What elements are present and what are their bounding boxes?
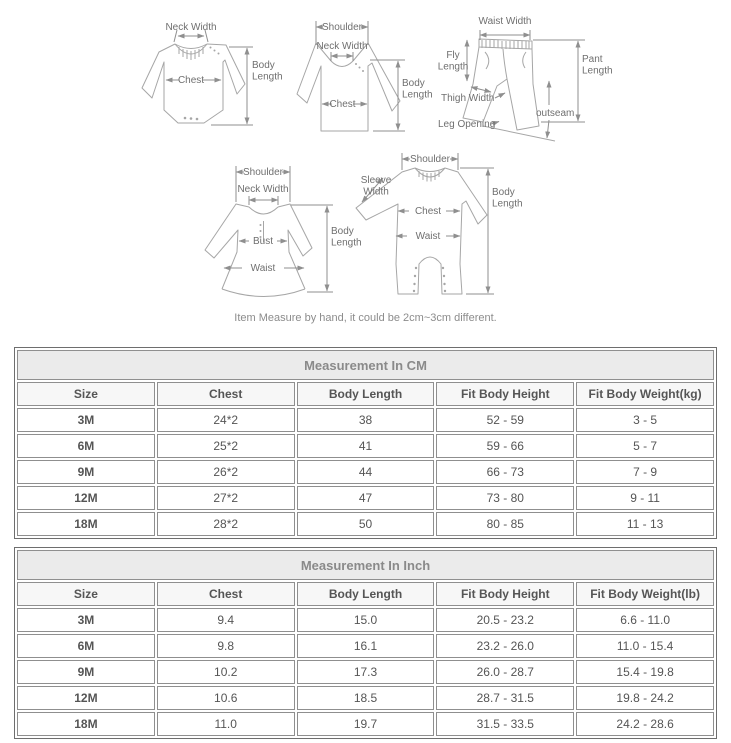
bodysuit-diagram [141, 10, 291, 142]
value-cell: 25*2 [157, 434, 295, 458]
dress-bust-label: Bust [252, 236, 274, 247]
value-cell: 3 - 5 [576, 408, 714, 432]
value-cell: 11.0 - 15.4 [576, 634, 714, 658]
table-row [17, 712, 714, 736]
shirt-shoulder-label: Shoulder [321, 22, 363, 33]
size-cell: 18M [17, 512, 155, 536]
pants-outseam-label: outseam [536, 108, 575, 119]
table-header-row [17, 382, 714, 406]
value-cell: 5 - 7 [576, 434, 714, 458]
dress-outline [205, 204, 312, 297]
value-cell: 9 - 11 [576, 486, 714, 510]
shirt-neck-width-label: Neck Width [316, 41, 368, 52]
value-cell: 6.6 - 11.0 [576, 608, 714, 632]
column-header-fit-body-weight-lb-: Fit Body Weight(lb) [576, 582, 714, 606]
romper-sleeve-width-label: Sleeve Width [360, 175, 392, 198]
size-cell: 9M [17, 660, 155, 684]
dress-neck-width-label: Neck Width [237, 184, 289, 195]
table-row [17, 608, 714, 632]
value-cell: 20.5 - 23.2 [436, 608, 574, 632]
column-header-chest: Chest [157, 382, 295, 406]
value-cell: 44 [297, 460, 435, 484]
size-cell: 6M [17, 434, 155, 458]
bodysuit-chest-label: Chest [177, 75, 205, 86]
size-cell: 6M [17, 634, 155, 658]
pants-thigh-width-label: Thigh Width [441, 93, 495, 104]
value-cell: 73 - 80 [436, 486, 574, 510]
dress-diagram [183, 158, 373, 308]
value-cell: 15.4 - 19.8 [576, 660, 714, 684]
measure-note: Item Measure by hand, it could be 2cm~3cm different. [234, 312, 497, 324]
pants-waist-width-label: Waist Width [478, 16, 532, 27]
size-cell: 18M [17, 712, 155, 736]
table-title: Measurement In CM [17, 350, 714, 380]
measurement-table-cm [14, 347, 717, 539]
value-cell: 18.5 [297, 686, 435, 710]
table-title: Measurement In Inch [17, 550, 714, 580]
pants-pant-length-label: Pant Length [582, 54, 613, 77]
value-cell: 19.7 [297, 712, 435, 736]
value-cell: 9.8 [157, 634, 295, 658]
pants-fly-length-label: Fly Length [437, 50, 469, 73]
value-cell: 16.1 [297, 634, 435, 658]
romper-chest-label: Chest [414, 206, 442, 217]
bodysuit-body-length-label: Body Length [252, 60, 283, 83]
pants-leg-opening-label: Leg Opening [438, 119, 496, 130]
value-cell: 28*2 [157, 512, 295, 536]
table-row [17, 686, 714, 710]
column-header-fit-body-height: Fit Body Height [436, 582, 574, 606]
value-cell: 24*2 [157, 408, 295, 432]
romper-waist-label: Waist [415, 231, 441, 242]
table-row [17, 486, 714, 510]
value-cell: 11 - 13 [576, 512, 714, 536]
column-header-body-length: Body Length [297, 382, 435, 406]
table-row [17, 434, 714, 458]
value-cell: 47 [297, 486, 435, 510]
table-header-row [17, 582, 714, 606]
pants-diagram [433, 10, 628, 145]
value-cell: 50 [297, 512, 435, 536]
bodysuit-neck-width-label: Neck Width [165, 22, 217, 33]
table-row [17, 460, 714, 484]
table-row [17, 660, 714, 684]
value-cell: 41 [297, 434, 435, 458]
value-cell: 10.6 [157, 686, 295, 710]
value-cell: 66 - 73 [436, 460, 574, 484]
value-cell: 15.0 [297, 608, 435, 632]
size-cell: 12M [17, 686, 155, 710]
table-row [17, 408, 714, 432]
measurement-table-inch [14, 547, 717, 739]
dress-body-length-label: Body Length [331, 226, 362, 249]
size-cell: 3M [17, 408, 155, 432]
column-header-fit-body-height: Fit Body Height [436, 382, 574, 406]
value-cell: 28.7 - 31.5 [436, 686, 574, 710]
value-cell: 59 - 66 [436, 434, 574, 458]
value-cell: 80 - 85 [436, 512, 574, 536]
value-cell: 10.2 [157, 660, 295, 684]
value-cell: 27*2 [157, 486, 295, 510]
table-row [17, 634, 714, 658]
table-row [17, 512, 714, 536]
value-cell: 26.0 - 28.7 [436, 660, 574, 684]
size-cell: 12M [17, 486, 155, 510]
value-cell: 17.3 [297, 660, 435, 684]
romper-shoulder-label: Shoulder [409, 154, 451, 165]
value-cell: 23.2 - 26.0 [436, 634, 574, 658]
size-cell: 9M [17, 460, 155, 484]
romper-body-length-label: Body Length [492, 187, 523, 210]
romper-diagram [346, 146, 531, 314]
value-cell: 31.5 - 33.5 [436, 712, 574, 736]
shirt-measure-marks [316, 21, 405, 131]
value-cell: 38 [297, 408, 435, 432]
size-cell: 3M [17, 608, 155, 632]
shirt-diagram [295, 14, 440, 149]
column-header-body-length: Body Length [297, 582, 435, 606]
column-header-size: Size [17, 582, 155, 606]
value-cell: 11.0 [157, 712, 295, 736]
dress-waist-label: Waist [250, 263, 276, 274]
value-cell: 52 - 59 [436, 408, 574, 432]
value-cell: 26*2 [157, 460, 295, 484]
value-cell: 9.4 [157, 608, 295, 632]
column-header-chest: Chest [157, 582, 295, 606]
column-header-size: Size [17, 382, 155, 406]
shirt-chest-label: Chest [329, 99, 356, 110]
column-header-fit-body-weight-kg-: Fit Body Weight(kg) [576, 382, 714, 406]
value-cell: 24.2 - 28.6 [576, 712, 714, 736]
shirt-body-length-label: Body Length [402, 78, 433, 101]
value-cell: 19.8 - 24.2 [576, 686, 714, 710]
dress-shoulder-label: Shoulder [242, 167, 284, 178]
value-cell: 7 - 9 [576, 460, 714, 484]
